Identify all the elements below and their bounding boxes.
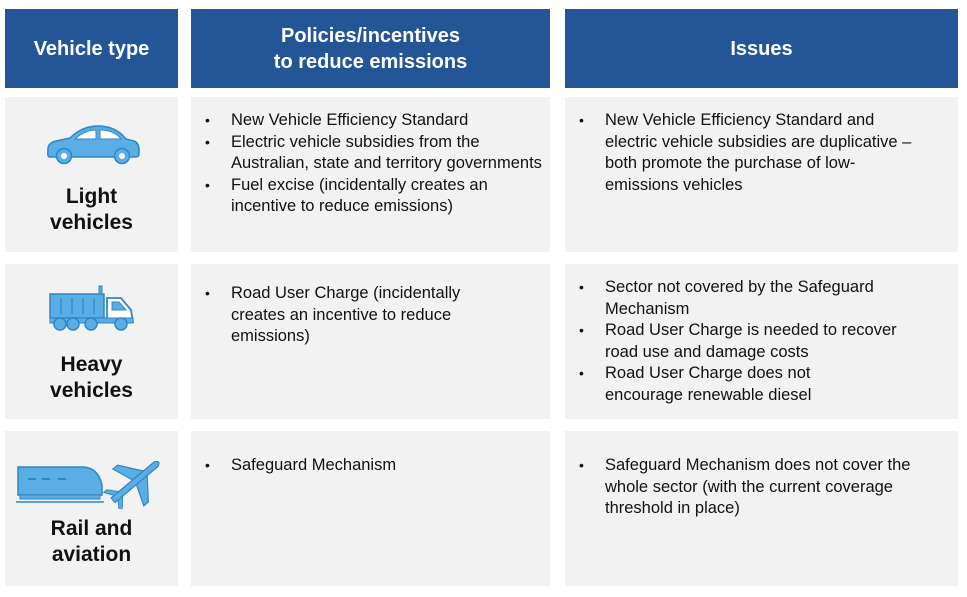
list-item: • Sector not covered by the Safeguard Mechanism: [565, 277, 958, 320]
list-item: • New Vehicle Efficiency Standard: [191, 110, 550, 132]
row-heavy-vehicles-type: [5, 264, 178, 419]
list-item: • Safeguard Mechanism: [191, 455, 550, 477]
row-heavy-vehicles-issues: [565, 264, 958, 419]
list-item: • Fuel excise (incidentally creates an incentive to reduce emissions): [191, 175, 550, 218]
truck-icon: [47, 284, 137, 332]
list-item: • Road User Charge is needed to recover road use and damage costs: [565, 320, 958, 363]
row-light-vehicles-policies: [191, 97, 550, 252]
list-item: • Road User Charge does not encourage renewable diesel: [565, 363, 958, 406]
car-icon: [42, 123, 142, 165]
row-rail-aviation-issues: [565, 431, 958, 586]
header-policies: [191, 9, 550, 88]
row-rail-aviation-label: Rail and aviation: [50, 517, 133, 566]
list-item: • Road User Charge (incidentally creates an incentive to reduce emissions): [191, 283, 550, 348]
row-light-vehicles-label: Light vehicles: [50, 185, 133, 234]
row-heavy-vehicles-label: Heavy vehicles: [50, 353, 133, 402]
train-plane-icon: [14, 449, 170, 509]
row-light-vehicles-issues: [565, 97, 958, 252]
header-policies-line2: to reduce emissions: [273, 50, 468, 73]
header-issues-label: Issues: [730, 37, 793, 60]
row-light-vehicles-type: [5, 97, 178, 252]
list-item: • New Vehicle Efficiency Standard and electric vehicle subsidies are duplicative – both promote the purchase of low-emissions vehicles: [565, 110, 958, 196]
list-item: • Electric vehicle subsidies from the Australian, state and territory governments: [191, 132, 550, 175]
row-heavy-vehicles-policies: [191, 264, 550, 419]
row-rail-aviation-type: [5, 431, 178, 586]
header-policies-line1: Policies/incentives: [281, 24, 460, 47]
header-issues: [565, 9, 958, 88]
header-vehicle-type-label: Vehicle type: [33, 37, 150, 60]
list-item: • Safeguard Mechanism does not cover the whole sector (with the current coverage threshold in place): [565, 455, 958, 520]
header-vehicle-type: [5, 9, 178, 88]
row-rail-aviation-policies: [191, 431, 550, 586]
